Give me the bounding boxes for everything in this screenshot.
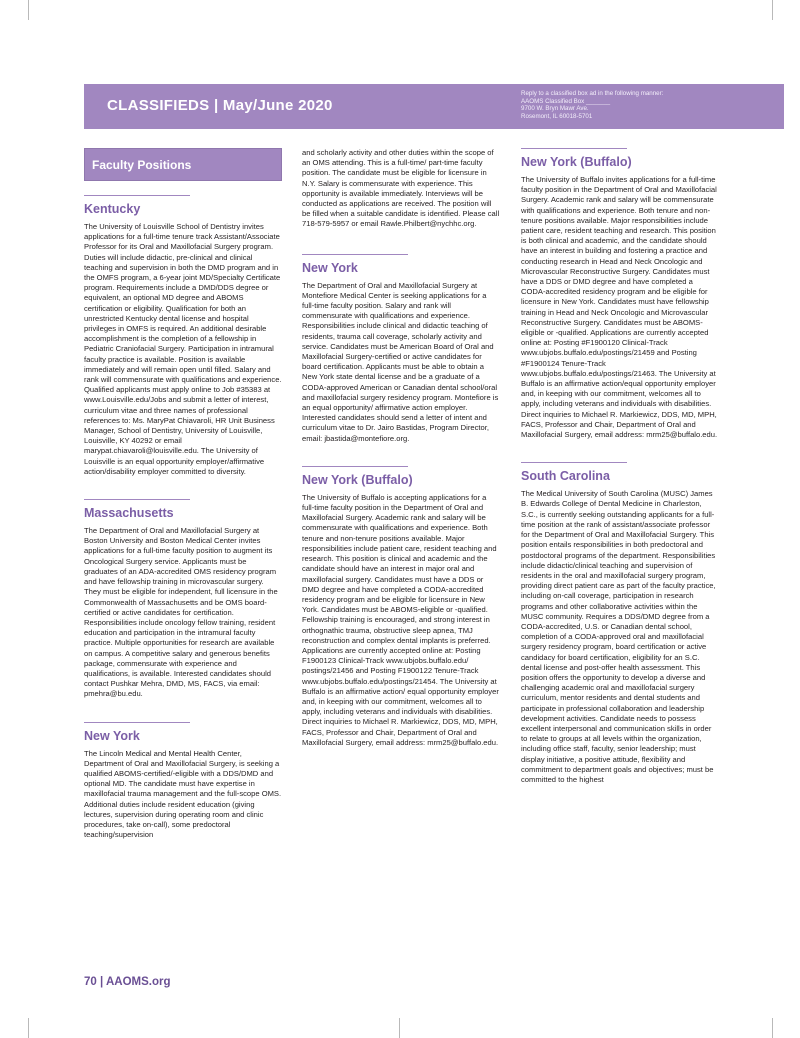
listing-body: The Department of Oral and Maxillofacial Surgery at Montefiore Medical Center is seeking applications for a full-time faculty position. Salary and rank will commensurate with qualifications and experience. Responsibilities include clinical and didactic teaching of residents, trauma call coverage, scholarly activity and service. Candidates must be American Board of Oral and Maxillofacial Surgery-certified or active candidates for board certification. Applicants must be able to obtain a New York state dental license and be a graduate of a CODA-approved American or Canadian dental school/oral and maxillofacial surgery residency program. Montefiore is an equal opportunity/ affirmative action employer. Interested candidates should send a letter of intent and curriculum vitae to Dr. Jairo Bastidas, Program Director, email: jbastida@montefiore.org. [302,280,499,443]
crop-mark [772,1018,773,1038]
listing-body: The Department of Oral and Maxillofacial Surgery at Boston University and Boston Medical Center invites applications for a full-time faculty position to augment its Oncological Surgery service. Applicants must be graduates of an ADA-accredited OMS residency program and have fellowship training in microvascular surgery. They must be eligible for independent, full licensure in the Commonwealth of Massachusetts and be OMS board-certified or active candidates for certification. Responsibilities include oncology fellow training, resident education and participation in the intramural faculty practice. Multiple opportunities for research are available on campus. A competitive salary and generous benefits package, commensurate with experience and qualifications, is available. Interested candidates should contact Pushkar Mehra, DMD, MS, FACS, via email: pmehra@bu.edu. [84,526,278,699]
section-rule [521,462,627,463]
section-rule [302,254,408,255]
page-folio: 70 | AAOMS.org [84,976,171,988]
listing-body: The Medical University of South Carolina (MUSC) James B. Edwards College of Dental Medicine in Charleston, S.C., is currently seeking outstanding applicants for a full-time position at the rank of assistant/associate professor for the Department of Oral and Maxillofacial Surgery. This position entails responsibilities in both predoctoral and postdoctoral programs of the department. Responsibilities include didactic/clinical teaching and supervision of residents in the oral and maxillofacial surgery program, providing direct patient care as part of the faculty practice, including on-call coverage, participation in research programs and other collaborative activities within the MUSC community. Requires a DDS/DMD degree from a CODA-accredited, U.S. or Canadian dental school, completion of a CODA-approved oral and maxillofacial surgery residency program, board certification or active candidacy for board certification, eligibility for an S.C. dental license and post-offer health assessment. This position offers the opportunity to develop a diverse and challenging academic oral and maxillofacial surgery curriculum, mentor residents and dental students and participate in professional collaboration and leadership development activities. Candidate needs to possess excellent interpersonal and communication skills in order to relate to groups at all levels within the organization, including office staff, faculty, senior leadership; must display initiative, a positive attitude, flexibility and commitment to department goals and objectives; must be committed to the highest [521,489,716,784]
section-rule [521,148,627,149]
listing-body: The University of Buffalo is accepting applications for a full-time faculty position in the Department of Oral and Maxillofacial Surgery. Academic rank and salary will be commensurate with qualifications and experience. Both tenure and non-tenure positions available. Major responsibilities include patient care, resident teaching and research. This position is clinical and academic and the candidate should have an interest in major oral and maxillofacial surgery. Candidates must have a DDS or DMD degree and have completed a CODA-accredited residency program and be eligible for licensure in New York. Candidates must be ABOMS-eligible or -qualified. Fellowship training is encouraged, and strong interest in orthognathic trauma, obstructive sleep apnea, TMJ reconstruction and complex dental implants is preferred. Applications are currently accepted online at: Posting F1900123 Clinical-Track www.ubjobs.buffalo.edu/ postings/21456 and Posting F1900122 Tenure-Track www.ubjobs.buffalo.edu/postings/21454. The University at Buffalo is an affirmative action/ equal opportunity employer and, in keeping with our commitment, welcomes all to apply, including veterans and individuals with disabilities. Direct inquiries to Michael R. Markiewicz, DDS, MD, MPH, FACS, Professor and Chair, Department of Oral and Maxillofacial Surgery, email address: mrm25@buffalo.edu. [302,492,499,747]
listing-new-york-montefiore [302,254,500,444]
section-rule [302,466,408,467]
listing-heading: Massachusetts [84,506,174,521]
column-2 [302,148,500,770]
listing-heading: Kentucky [84,202,141,216]
section-rule [84,499,190,500]
listing-body: The Lincoln Medical and Mental Health Center, Department of Oral and Maxillofacial Surgery, is seeking a qualified ABOMS-certified/-eligible with a DDS/DMD and optional MD. The candidate must have expertise in maxillofacial trauma management and the full-scope OMS. Additional duties include resident education (giving lectures, supervision during operating room and clinic procedures, take on-call), some predoctoral teaching/supervision [84,748,282,840]
listing-heading: New York (Buffalo) [302,472,413,487]
page-title: CLASSIFIEDS | May/June 2020 [107,97,333,114]
column-1 [84,148,282,862]
reply-line: AAOMS Classified Box _______ [521,97,611,105]
reply-instructions [521,90,771,120]
listing-continuation: and scholarly activity and other duties within the scope of an OMS attending. This is a full-time/ part-time faculty position. The candidate must be eligible for licensure in N.Y. Salary is commensurate with experience. This opportunity is available immediately. Interviews will be conducted as applications are received. The position will be filled when a suitable candidate is identified. Please call 718-579-5957 or email Rawle.Philbert@nychhc.org. [302,148,500,229]
listing-south-carolina [521,462,719,785]
listing-massachusetts [84,499,282,699]
header-banner [84,84,784,129]
listing-heading: New York [84,728,140,743]
listing-heading: New York [302,260,358,275]
listing-heading: New York (Buffalo) [521,155,632,169]
crop-mark [772,0,773,20]
section-rule [84,195,190,196]
crop-mark [399,1018,400,1038]
listing-body: The University of Buffalo invites applications for a full-time faculty position in the Department of Oral and Maxillofacial Surgery. Academic rank and salary will be commensurate with qualifications and experience. Both tenure and non-tenure positions available. Major responsibilities include patient care, resident teaching and research. This position is both clinical and academic, and the candidate should have an interest in building and fostering a practice and conducting research in Head and Neck Oncologic and Microvascular Reconstructive Surgery. Candidates must have a DDS or DMD degree and have completed a CODA-accredited residency program and be eligible for licensure in New York. Candidates must have fellowship training in Head and Neck Oncologic and Microvascular Reconstructive Surgery. Candidates must be ABOMS-eligible or -qualified. Applications are currently accepted online at: Posting #F1900120 Clinical-Track www.ubjobs.buffalo.edu/postings/21459 and Posting #F1900124 Tenure-Track www.ubjobs.buffalo.edu/postings/21463. The University at Buffalo is an affirmative action/equal opportunity employer and, in keeping with our commitment, welcomes all to apply, including veterans and individuals with disabilities. Direct inquiries to Michael R. Markiewicz, DDS, MD, MPH, FACS, Professor and Chair, Department of Oral and Maxillofacial Surgery, email address: mrm25@buffalo.edu. [521,175,718,440]
crop-mark [28,1018,29,1038]
crop-mark [28,0,29,20]
column-3 [521,148,719,807]
reply-line: 9700 W. Bryn Mawr Ave. [521,105,589,113]
listing-new-york-buffalo [302,466,500,748]
listing-new-york-lincoln [84,722,282,841]
reply-line: Rosemont, IL 60018-5701 [521,112,593,120]
listing-body: The University of Louisville School of Dentistry invites applications for a full-time tenure track Assistant/Associate Professor for its Oral and Maxillofacial Surgery program. Duties will include didactic, pre-clinical and clinical teaching and supervision in both the DMD program and in the OMFS program, a 6-year joint MD/Specialty Certificate program. Requirements include a DMD/DDS degree or equivalent, an optional MD degree and ABOMS certification or eligibility. Qualification for both an unrestricted Kentucky dental license and hospital privileges in OMFS is required. An additional desirable accomplishment is the completion of a fellowship in Pediatric Craniofacial Surgery. Participation in intramural faculty practice is available. Position is available immediately and will remain open until filled. Salary and rank will commensurate with qualifications and experience. Qualified applicants must apply online to Job #35383 at www.Louisville.edu/Jobs and submit a letter of interest, curriculum vitae and three names of professional references to: Ms. MaryPat Chiavaroli, HR Unit Business Manager, School of Dentistry, University of Louisville, Louisville, KY 40292 or email marypat.chiavaroli@louisville.edu. The University of Louisville is an equal opportunity employer/affirmative action/disability employer committed to diversity. [84,222,282,476]
section-rule [84,722,190,723]
listing-new-york-buffalo [521,148,719,440]
listing-heading: South Carolina [521,469,610,484]
reply-line: Reply to a classified box ad in the following manner: [521,90,664,97]
listing-kentucky [84,195,282,477]
section-box-faculty-positions: Faculty Positions [84,148,282,181]
